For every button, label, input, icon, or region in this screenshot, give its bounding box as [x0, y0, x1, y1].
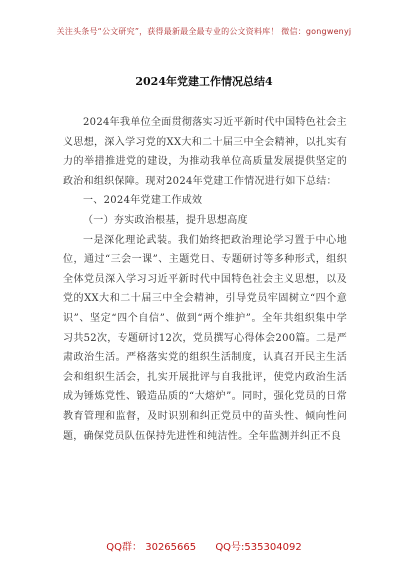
document-body — [63, 113, 347, 446]
intro-paragraph: 2024年我单位全面贯彻落实习近平新时代中国特色社会主义思想，深入学习党的XX大和二十届三中全会精神，以扎实有力的举措推进党的建设，为推动我单位高质量发展提供坚定的政治和组织保障。现对2024年党建工作情况进行如下总结： — [63, 117, 347, 187]
section-heading: 一、2024年党建工作成效 — [83, 195, 203, 207]
qq-group-text: QQ群： 30265665 — [106, 542, 197, 553]
header-note: 关注头条号“公文研究”，获得最新最全最专业的公文资料库！ 微信：gongwenyj — [56, 27, 352, 36]
body-paragraph: 一是深化理论武装。我们始终把政治理论学习置于中心地位，通过“三会一课”、主题党日、专题研讨等多种形式，组织全体党员深入学习习近平新时代中国特色社会主义思想，以及党的XX大和二十届三中全会精神，引导党员牢固树立“四个意识”、坚定“四个自信”、做到“两个维护”。全年共组织集中学习共52次，专题研讨12次，党员撰写心得体会200篇。二是严肃政治生活。严格落实党的组织生活制度，认真召开民主生活会和组织生活会，扎实开展批评与自我批评，使党内政治生活成为锤炼党性、锻造品质的“大熔炉”。同时，强化党员的日常教育管理和监督，及时识别和纠正党员中的苗头性、倾向性问题，确保党员队伍保持先进性和纯洁性。全年监测并纠正不良 — [63, 234, 347, 442]
qq-number-text: QQ号:535304092 — [215, 542, 302, 553]
subsection-heading: （一）夯实政治根基，提升思想高度 — [83, 214, 248, 226]
footer-contact — [0, 538, 408, 553]
document-title: 2024年党建工作情况总结4 — [135, 75, 273, 88]
